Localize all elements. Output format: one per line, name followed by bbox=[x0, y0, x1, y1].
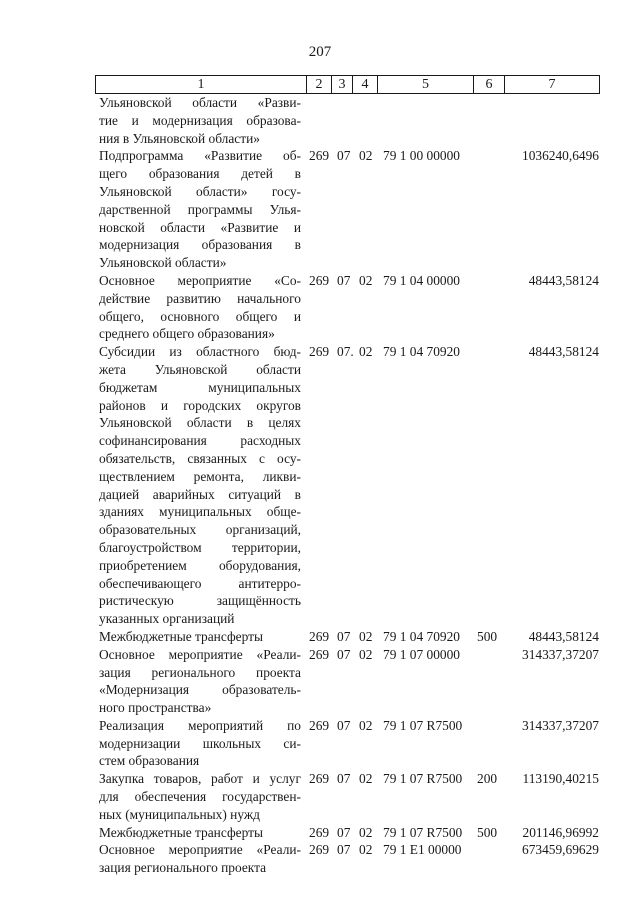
table-row bbox=[99, 147, 609, 272]
column-header-6: 6 bbox=[474, 76, 505, 94]
row-description bbox=[99, 343, 301, 628]
row-description bbox=[99, 272, 301, 343]
cell-c7: 673459,69629 bbox=[522, 842, 599, 858]
cell-c4: 02 bbox=[359, 148, 373, 164]
description-line: действие развитию начального bbox=[99, 290, 301, 306]
cell-c3: 07 bbox=[337, 628, 351, 644]
cell-c6: 500 bbox=[477, 824, 498, 840]
table-row bbox=[99, 646, 609, 717]
cell-c5: 79 1 E1 00000 bbox=[383, 842, 462, 858]
cell-c4: 02 bbox=[359, 646, 373, 662]
description-line: дацией аварийных ситуаций в bbox=[99, 486, 301, 502]
description-line: щего образования детей в bbox=[99, 166, 301, 182]
description-line: софинансирования расходных bbox=[99, 433, 301, 449]
row-description bbox=[99, 628, 301, 646]
cell-c7: 48443,58124 bbox=[528, 344, 599, 360]
table-row bbox=[99, 272, 609, 343]
description-line: Ульяновской области «Разви- bbox=[99, 95, 301, 110]
column-header-row bbox=[96, 76, 600, 94]
cell-c2: 269 bbox=[309, 272, 330, 288]
description-line: ния в Ульяновской области» bbox=[99, 130, 260, 146]
cell-c2: 269 bbox=[309, 628, 330, 644]
description-line: Межбюджетные трансферты bbox=[99, 628, 263, 644]
cell-c4: 02 bbox=[359, 842, 373, 858]
table-row bbox=[99, 628, 609, 646]
table-row bbox=[99, 770, 609, 823]
description-line: среднего общего образования» bbox=[99, 326, 275, 342]
cell-c5: 79 1 07 R7500 bbox=[383, 717, 463, 733]
cell-c3: 07 bbox=[337, 717, 351, 733]
description-line: Ульяновской области» bbox=[99, 255, 227, 271]
cell-c2: 269 bbox=[309, 646, 330, 662]
cell-c4: 02 bbox=[359, 344, 373, 360]
column-header-4: 4 bbox=[353, 76, 378, 94]
cell-c5: 79 1 07 R7500 bbox=[383, 824, 463, 840]
description-line: ществлением ремонта, ликви- bbox=[99, 468, 301, 484]
row-description bbox=[99, 770, 301, 823]
row-description bbox=[99, 717, 301, 770]
description-line: Основное мероприятие «Реали- bbox=[99, 842, 301, 858]
description-line: Подпрограмма «Развитие об- bbox=[99, 148, 301, 164]
description-line: модернизации школьных си- bbox=[99, 735, 301, 751]
description-line: зация регионального проекта bbox=[99, 664, 301, 680]
description-line: общего, основного общего и bbox=[99, 308, 301, 324]
cell-c7: 201146,96992 bbox=[522, 824, 599, 840]
cell-c4: 02 bbox=[359, 717, 373, 733]
cell-c3: 07 bbox=[337, 771, 351, 787]
description-line: Межбюджетные трансферты bbox=[99, 824, 263, 840]
cell-c5: 79 1 04 70920 bbox=[383, 344, 460, 360]
description-line: Ульяновской области в целях bbox=[99, 415, 301, 431]
cell-c3: 07. bbox=[337, 344, 354, 360]
cell-c3: 07 bbox=[337, 272, 351, 288]
row-description bbox=[99, 646, 301, 717]
description-line: образовательных организаций, bbox=[99, 522, 301, 538]
row-description bbox=[99, 841, 301, 877]
cell-c5: 79 1 04 00000 bbox=[383, 272, 460, 288]
column-header-7: 7 bbox=[505, 76, 600, 94]
cell-c6: 200 bbox=[477, 771, 498, 787]
cell-c2: 269 bbox=[309, 148, 330, 164]
cell-c7: 1036240,6496 bbox=[522, 148, 599, 164]
cell-c2: 269 bbox=[309, 344, 330, 360]
cell-c3: 07 bbox=[337, 646, 351, 662]
description-line: новской области «Развитие и bbox=[99, 219, 301, 235]
description-line: приобретением оборудования, bbox=[99, 557, 301, 573]
column-header-2: 2 bbox=[307, 76, 332, 94]
cell-c3: 07 bbox=[337, 148, 351, 164]
description-line: ного пространства» bbox=[99, 700, 212, 716]
table-row bbox=[99, 841, 609, 877]
description-line: районов и городских округов bbox=[99, 397, 301, 413]
description-line: для обеспечения государствен- bbox=[99, 789, 301, 805]
description-line: жета Ульяновской области bbox=[99, 361, 301, 377]
description-line: Реализация мероприятий по bbox=[99, 717, 301, 733]
row-description bbox=[99, 147, 301, 272]
table-row bbox=[99, 343, 609, 628]
cell-c7: 314337,37207 bbox=[522, 646, 599, 662]
row-description bbox=[99, 94, 301, 147]
cell-c7: 48443,58124 bbox=[528, 272, 599, 288]
description-line: бюджетам муниципальных bbox=[99, 379, 301, 395]
cell-c4: 02 bbox=[359, 272, 373, 288]
table-row bbox=[99, 94, 609, 147]
description-line: Основное мероприятие «Реали- bbox=[99, 646, 301, 662]
description-line: указанных организаций bbox=[99, 611, 235, 627]
cell-c2: 269 bbox=[309, 842, 330, 858]
cell-c3: 07 bbox=[337, 842, 351, 858]
description-line: «Модернизация образователь- bbox=[99, 682, 301, 698]
description-line: модернизация образования в bbox=[99, 237, 301, 253]
cell-c6: 500 bbox=[477, 628, 498, 644]
cell-c5: 79 1 07 00000 bbox=[383, 646, 460, 662]
description-line: стем образования bbox=[99, 753, 200, 769]
column-header-1: 1 bbox=[96, 76, 307, 94]
description-line: дарственной программы Улья- bbox=[99, 201, 301, 217]
description-line: ных (муниципальных) нужд bbox=[99, 806, 260, 822]
description-line: Основное мероприятие «Со- bbox=[99, 272, 301, 288]
description-line: обязательств, связанных с осу- bbox=[99, 450, 301, 466]
cell-c2: 269 bbox=[309, 717, 330, 733]
cell-c3: 07 bbox=[337, 824, 351, 840]
column-header-3: 3 bbox=[332, 76, 353, 94]
column-header-table bbox=[95, 75, 600, 94]
description-line: Субсидии из областного бюд- bbox=[99, 344, 301, 360]
page-number: 207 bbox=[308, 44, 332, 60]
row-description bbox=[99, 824, 301, 842]
cell-c2: 269 bbox=[309, 771, 330, 787]
budget-table-body bbox=[99, 94, 609, 877]
description-line: обеспечивающего антитерро- bbox=[99, 575, 301, 591]
cell-c4: 02 bbox=[359, 771, 373, 787]
description-line: тие и модернизация образова- bbox=[99, 112, 301, 128]
cell-c7: 113190,40215 bbox=[522, 771, 599, 787]
column-header-5: 5 bbox=[378, 76, 474, 94]
cell-c4: 02 bbox=[359, 824, 373, 840]
cell-c5: 79 1 07 R7500 bbox=[383, 771, 463, 787]
description-line: зданиях муниципальных обще- bbox=[99, 504, 301, 520]
description-line: ристическую защищённость bbox=[99, 593, 301, 609]
cell-c4: 02 bbox=[359, 628, 373, 644]
table-row bbox=[99, 717, 609, 770]
cell-c2: 269 bbox=[309, 824, 330, 840]
cell-c7: 48443,58124 bbox=[528, 628, 599, 644]
description-line: Закупка товаров, работ и услуг bbox=[99, 771, 301, 787]
table-row bbox=[99, 824, 609, 842]
description-line: благоустройством территории, bbox=[99, 539, 301, 555]
description-line: Ульяновской области» госу- bbox=[99, 183, 301, 199]
cell-c5: 79 1 00 00000 bbox=[383, 148, 460, 164]
description-line: зация регионального проекта bbox=[99, 860, 267, 876]
cell-c5: 79 1 04 70920 bbox=[383, 628, 460, 644]
cell-c7: 314337,37207 bbox=[522, 717, 599, 733]
